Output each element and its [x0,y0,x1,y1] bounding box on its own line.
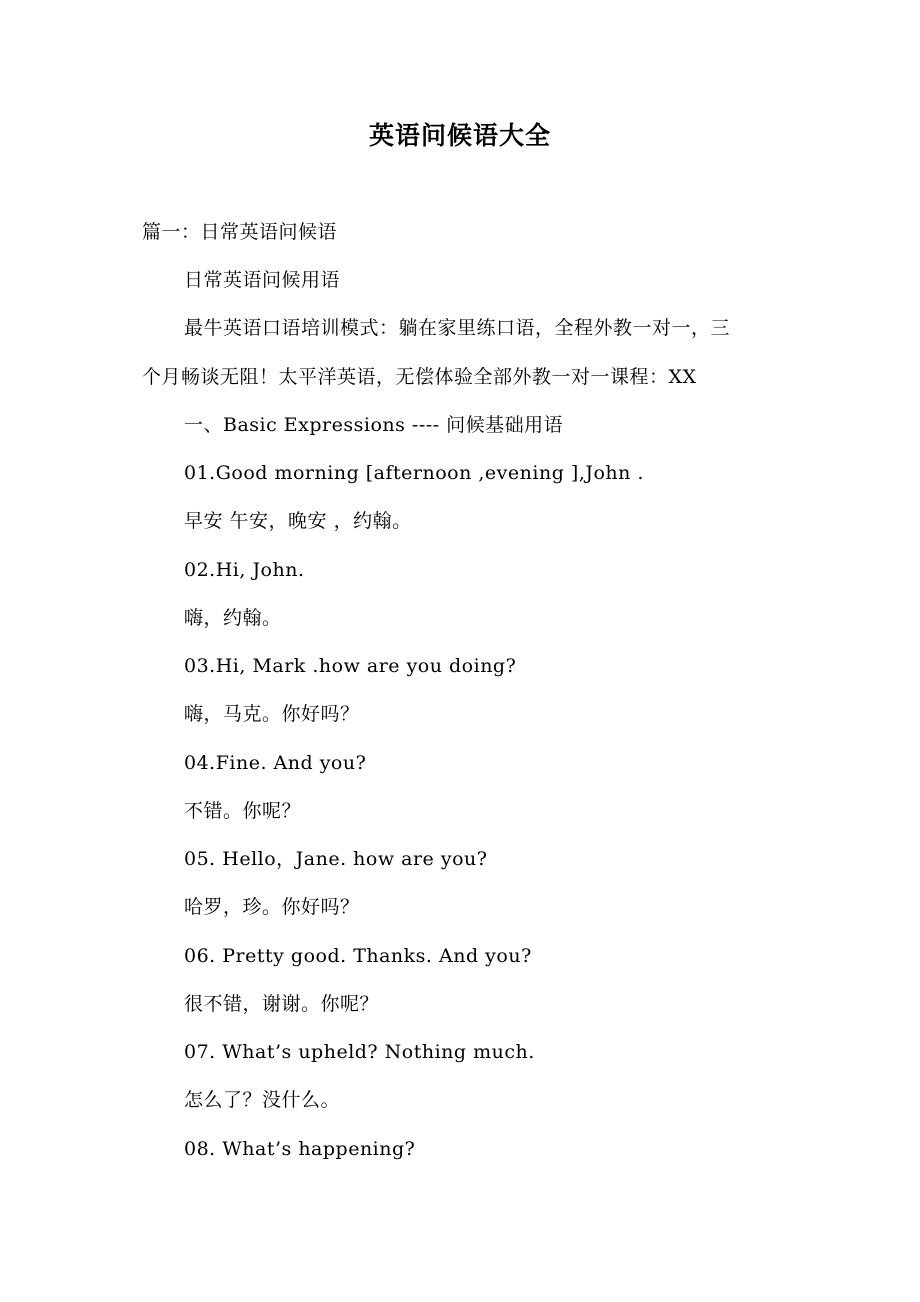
entry-chinese: 不错。你呢？ [184,800,302,822]
subheading: 日常英语问候用语 [184,269,341,291]
entry-english: 04.Fine. And you? [184,752,367,774]
entry-chinese: 怎么了？没什么。 [184,1089,341,1111]
entry-english: 05. Hello，Jane. how are you? [184,848,488,870]
entry-chinese: 很不错，谢谢。你呢？ [184,993,380,1015]
intro-paragraph-line-1: 最牛英语口语培训模式：躺在家里练口语，全程外教一对一，三 [184,317,731,339]
entry-english: 06. Pretty good. Thanks. And you? [184,945,532,967]
document-title: 英语问候语大全 [368,121,551,150]
entry-chinese: 嗨，约翰。 [184,607,282,629]
entry-chinese: 早安 午安，晚安 ，约翰。 [184,510,412,532]
section-heading: 篇一：日常英语问候语 [142,221,338,243]
entry-english: 03.Hi, Mark .how are you doing? [184,655,517,677]
entry-english: 08. What’s happening? [184,1138,416,1160]
intro-paragraph-line-2: 个月畅谈无阻！太平洋英语，无偿体验全部外教一对一课程：XX [142,366,697,388]
part-heading: 一、Basic Expressions ---- 问候基础用语 [184,414,564,436]
entry-chinese: 嗨，马克。你好吗？ [184,703,360,725]
entry-chinese: 哈罗，珍。你好吗？ [184,896,360,918]
entry-english: 02.Hi, John. [184,559,305,581]
entry-english: 07. What’s upheld? Nothing much. [184,1041,535,1063]
entry-english: 01.Good morning [afternoon ,evening ],John . [184,462,644,484]
